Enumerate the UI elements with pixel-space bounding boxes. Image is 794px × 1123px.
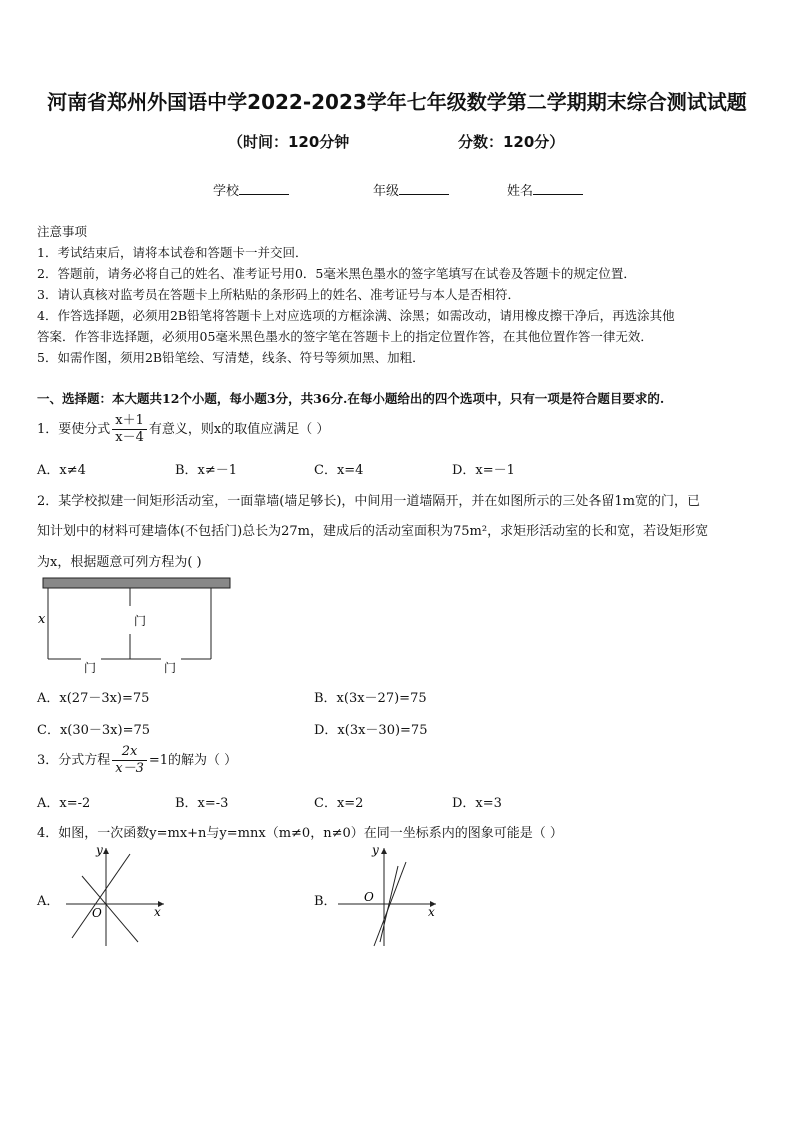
q2-option-b[interactable]: B．x(3x－27)=75: [314, 691, 427, 706]
q1-option-c[interactable]: C．x=4: [314, 463, 364, 478]
notes-heading: 注意事项: [37, 224, 88, 239]
section-heading: 一、选择题：本大题共12个小题，每小题3分，共36分.在每小题给出的四个选项中，只有一项是符合题目要求的.: [37, 391, 665, 406]
school-blank[interactable]: [239, 182, 289, 195]
q1-numerator: x＋1: [112, 413, 147, 430]
question-3: [37, 744, 237, 777]
q3-option-a[interactable]: A．x=-2: [37, 796, 91, 811]
note-item: 4．作答选择题，必须用2B铅笔将答题卡上对应选项的方框涂满、涂黑；如需改动，请用橡皮擦干净后，再选涂其他: [37, 308, 675, 323]
q1-option-b[interactable]: B．x≠－1: [175, 463, 238, 478]
q3-suffix: =1的解为（ ）: [148, 753, 238, 768]
axis-x-label: x: [154, 905, 161, 919]
name-label: 姓名: [507, 184, 534, 199]
q1-suffix: 有意义，则x的取值应满足（ ）: [148, 422, 330, 437]
exam-score: 分数：120分）: [458, 133, 565, 151]
page-title: 河南省郑州外国语中学2022-2023学年七年级数学第二学期期末综合测试试题: [47, 90, 747, 114]
y-axis-arrow: [381, 848, 387, 854]
q1-option-a[interactable]: A．x≠4: [37, 463, 86, 478]
axis-y-label: y: [372, 843, 379, 857]
note-item: 1．考试结束后，请将本试卷和答题卡一并交回．: [37, 245, 308, 260]
q2-line-3: 为x，根据题意可列方程为( ): [37, 555, 202, 570]
question-4: 4．如图，一次函数y=mx+n与y=mnx（m≠0，n≠0）在同一坐标系内的图象可能是（ ）: [37, 826, 563, 841]
grade-blank[interactable]: [399, 182, 449, 195]
q2-option-a[interactable]: A．x(27－3x)=75: [37, 691, 150, 706]
door-label: 门: [164, 661, 177, 675]
line-graph: [82, 876, 138, 942]
q4-graph-a[interactable]: [60, 842, 170, 950]
q2-line-2: 知计划中的材料可建墙体(不包括门)总长为27m，建成后的活动室面积为75m²，求矩形活动室的长和宽，若设矩形宽: [37, 524, 709, 539]
note-item: 2．答题前，请务必将自己的姓名、准考证号用0．5毫米黑色墨水的签字笔填写在试卷及答题卡的规定位置．: [37, 266, 636, 281]
q3-numerator: 2x: [112, 744, 147, 761]
q3-denominator: x－3: [115, 761, 144, 776]
q2-option-c[interactable]: C．x(30－3x)=75: [37, 723, 151, 738]
q4-option-a[interactable]: A．: [37, 894, 60, 909]
q4-graph-b[interactable]: [334, 842, 444, 950]
door-label: 门: [84, 661, 97, 675]
question-1: [37, 413, 329, 446]
axis-y-label: y: [96, 843, 103, 857]
school-field[interactable]: [213, 180, 289, 199]
door-label: 门: [134, 614, 147, 628]
grade-field[interactable]: [373, 180, 449, 199]
q4-option-b[interactable]: B．: [314, 894, 337, 909]
y-axis-arrow: [103, 848, 109, 854]
exam-time: （时间：120分钟: [228, 133, 350, 151]
diagram-x-label: x: [38, 612, 46, 627]
q3-option-d[interactable]: D．x=3: [452, 796, 502, 811]
note-item: 答案．作答非选择题，必须用05毫米黑色墨水的签字笔在答题卡上的指定位置作答，在其他位置作答一律无效．: [37, 329, 653, 344]
origin-label: O: [364, 890, 374, 904]
q2-option-d[interactable]: D．x(3x－30)=75: [314, 723, 428, 738]
q3-prefix: 3．分式方程: [37, 753, 111, 768]
origin-label: O: [92, 906, 102, 920]
q3-option-b[interactable]: B．x=-3: [175, 796, 229, 811]
school-label: 学校: [213, 184, 240, 199]
grade-label: 年级: [373, 184, 400, 199]
note-item: 5．如需作图，须用2B铅笔绘、写清楚，线条、符号等须加黑、加粗．: [37, 350, 425, 365]
q3-fraction: [112, 744, 147, 777]
q2-line-1: 2．某学校拟建一间矩形活动室，一面靠墙(墙足够长)，中间用一道墙隔开，并在如图所示的三处各留1m宽的门，已: [37, 494, 701, 509]
q1-option-d[interactable]: D．x=－1: [452, 463, 515, 478]
name-blank[interactable]: [533, 182, 583, 195]
q1-fraction: [112, 413, 147, 446]
note-item: 3．请认真核对监考员在答题卡上所粘贴的条形码上的姓名、准考证号与本人是否相符．: [37, 287, 520, 302]
q1-prefix: 1．要使分式: [37, 422, 111, 437]
q3-option-c[interactable]: C．x=2: [314, 796, 364, 811]
line-graph: [72, 854, 130, 938]
q2-room-diagram: [36, 576, 236, 676]
name-field[interactable]: [507, 180, 583, 199]
axis-x-label: x: [428, 905, 435, 919]
q1-denominator: x－4: [115, 430, 144, 445]
wall-bar: [43, 578, 230, 588]
